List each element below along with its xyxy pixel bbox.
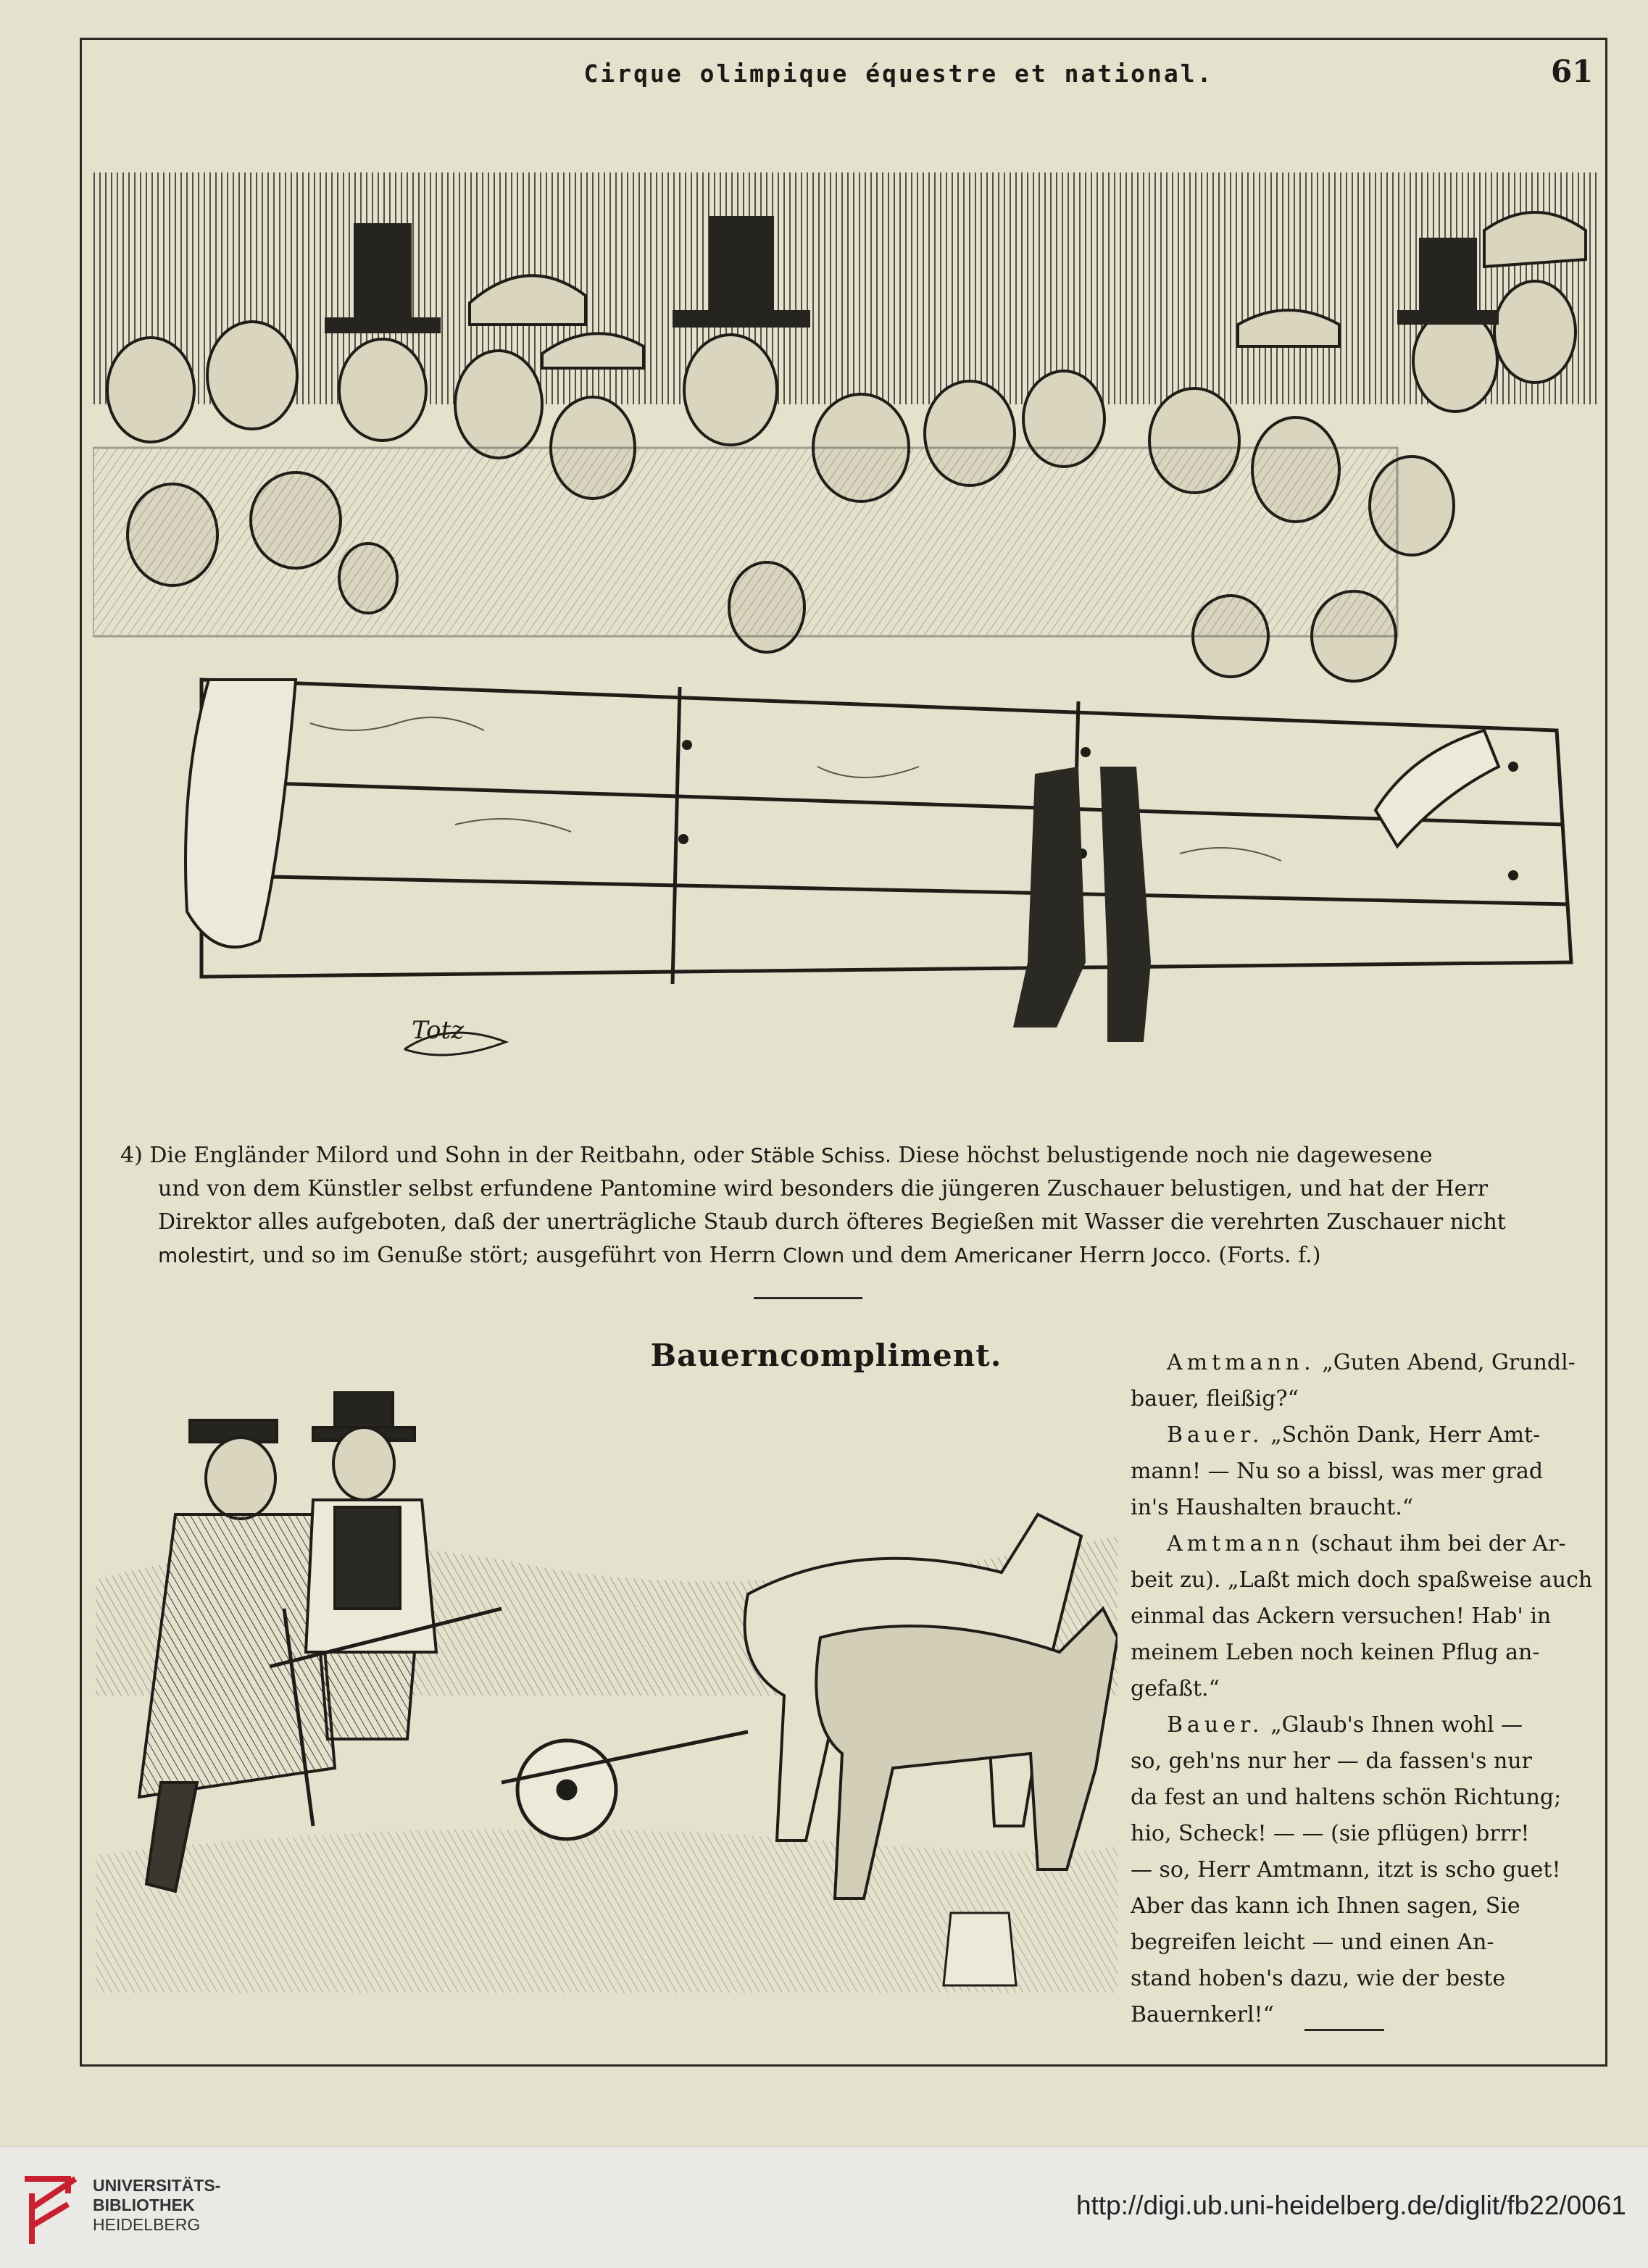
dialogue-line: Amtmann (schaut ihm bei der Ar- xyxy=(1167,1531,1566,1556)
caption-line: molestirt, und so im Genuße stört; ausgeführt von Herrn Clown und dem Americaner Herrn Jocco. (Forts. f.) xyxy=(158,1243,1321,1268)
dialogue-line: Bauernkerl!“ xyxy=(1131,2002,1274,2027)
dialogue-line: hio, Scheck! — — (sie pflügen) brrr! xyxy=(1131,1821,1530,1846)
library-name-line: HEIDELBERG xyxy=(93,2215,201,2234)
running-title: Cirque olimpique équestre et national. xyxy=(583,59,1214,88)
dialogue-line: stand hoben's dazu, wie der beste xyxy=(1131,1966,1506,1991)
circus-audience-illustration xyxy=(93,129,1597,1100)
library-name-line: BIBLIOTHEK xyxy=(93,2196,195,2214)
page-number: 61 xyxy=(1551,54,1594,89)
artist-signature: Totz xyxy=(412,1016,465,1045)
end-rule xyxy=(1304,2029,1384,2031)
dialogue-line: einmal das Ackern versuchen! Hab' in xyxy=(1131,1604,1552,1629)
section-divider xyxy=(754,1297,862,1299)
ploughing-illustration xyxy=(96,1391,1118,1993)
library-logo-icon[interactable] xyxy=(17,2164,87,2251)
dialogue-line: bauer, fleißig?“ xyxy=(1131,1386,1299,1412)
dialogue-line: Amtmann. „Guten Abend, Grundl- xyxy=(1167,1350,1576,1375)
dialogue-line: mann! — Nu so a bissl, was mer grad xyxy=(1131,1459,1544,1484)
ploughing-engraving xyxy=(96,1391,1118,1993)
permalink-url[interactable]: http://digi.ub.uni-heidelberg.de/diglit/fb22/0061 xyxy=(1075,2190,1626,2220)
dialogue-line: da fest an und haltens schön Richtung; xyxy=(1131,1785,1562,1810)
caption-line: Direktor alles aufgeboten, daß der unerträgliche Staub durch öfteres Begießen mit Wasser die verehrten Zuschauer nicht xyxy=(158,1209,1506,1235)
dialogue-line: beit zu). „Laßt mich doch spaßweise auch xyxy=(1131,1567,1593,1593)
library-name-line: UNIVERSITÄTS- xyxy=(93,2176,221,2195)
dialogue-line: Bauer. „Glaub's Ihnen wohl — xyxy=(1167,1712,1523,1738)
circus-audience-engraving xyxy=(93,129,1597,1100)
dialogue-line: in's Haushalten braucht.“ xyxy=(1131,1495,1414,1520)
dialogue-column xyxy=(1131,1345,1594,2033)
library-footer xyxy=(0,2146,1648,2268)
article-title: Bauerncompliment. xyxy=(650,1338,1002,1373)
logo-mark xyxy=(25,2179,75,2244)
dialogue-line: — so, Herr Amtmann, itzt is scho guet! xyxy=(1131,1857,1561,1883)
dialogue-line: meinem Leben noch keinen Pflug an- xyxy=(1131,1640,1540,1665)
dialogue-line: gefaßt.“ xyxy=(1131,1676,1220,1701)
dialogue-line: begreifen leicht — und einen An- xyxy=(1131,1930,1494,1955)
illustration-caption xyxy=(120,1139,1587,1272)
dialogue-line: so, geh'ns nur her — da fassen's nur xyxy=(1131,1748,1532,1774)
caption-line: 4) Die Engländer Milord und Sohn in der Reitbahn, oder Stäble Schiss. Diese höchst belustigende noch nie dagewesene xyxy=(120,1143,1433,1168)
dialogue-line: Aber das kann ich Ihnen sagen, Sie xyxy=(1131,1893,1520,1919)
dialogue-line: Bauer. „Schön Dank, Herr Amt- xyxy=(1167,1422,1541,1448)
library-name[interactable] xyxy=(93,2176,220,2235)
caption-line: und von dem Künstler selbst erfundene Pantomine wird besonders die jüngeren Zuschauer belustigen, und hat der Herr xyxy=(158,1176,1489,1201)
